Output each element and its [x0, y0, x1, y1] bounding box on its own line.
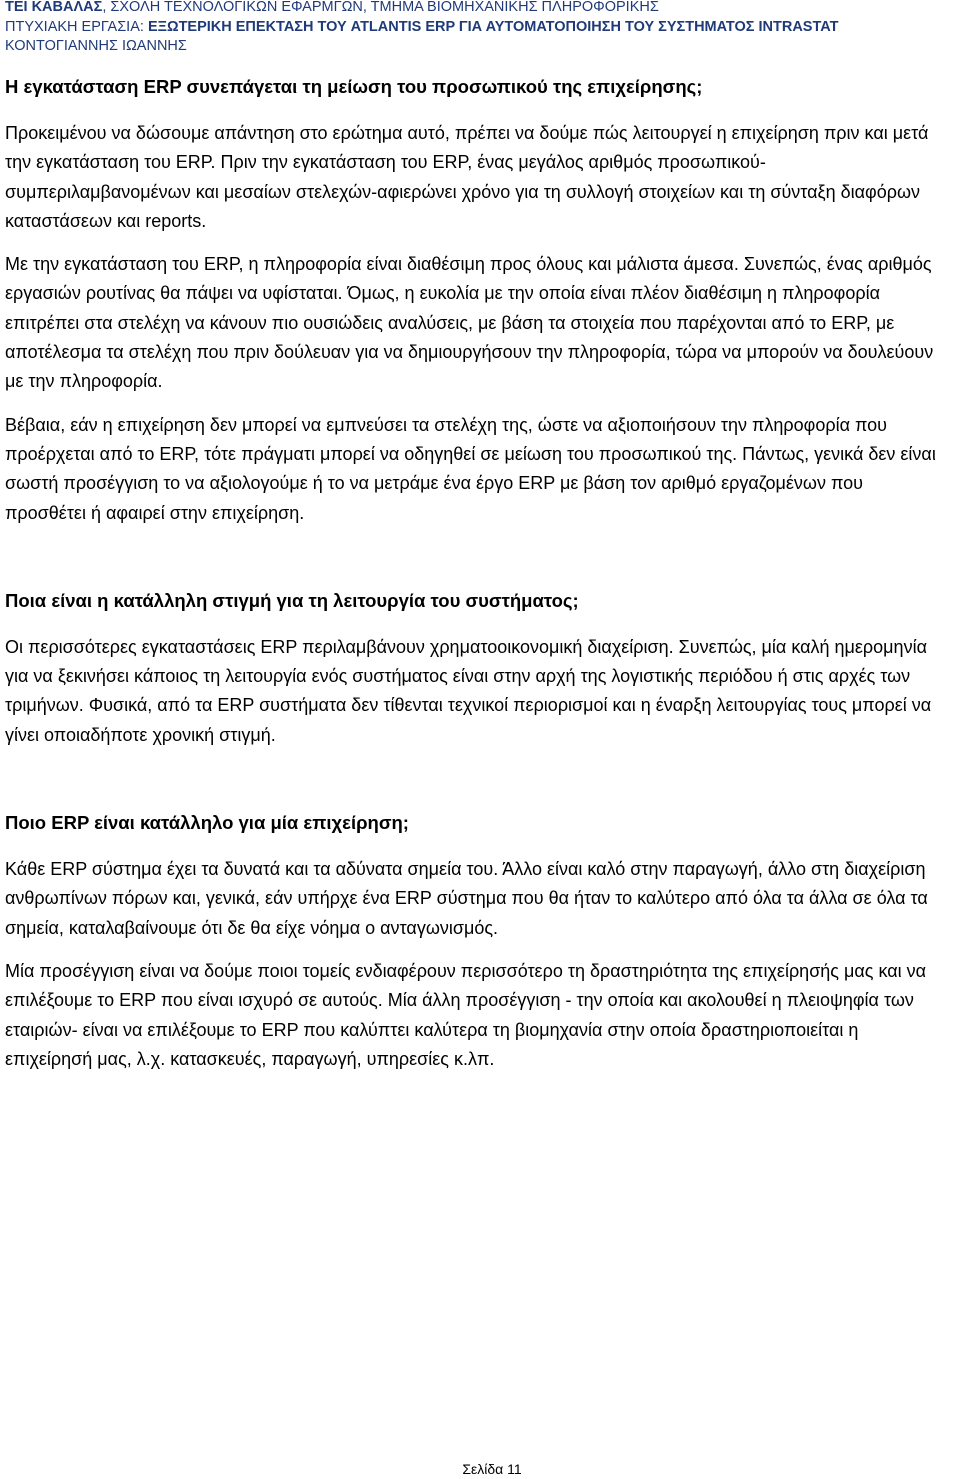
- header-institution-rest: , ΣΧΟΛΗ ΤΕΧΝΟΛΟΓΙΚΩΝ ΕΦΑΡΜΓΩΝ, ΤΜΗΜΑ ΒΙΟΜΗΧΑΝΙΚΗΣ ΠΛΗΡΟΦΟΡΙΚΗΣ: [102, 0, 659, 15]
- paragraph: Προκειμένου να δώσουμε απάντηση στο ερώτημα αυτό, πρέπει να δούμε πώς λειτουργεί η επιχείρηση πριν και μετά την εγκατάσταση του ERP. Πριν την εγκατάσταση του ERP, ένας μεγάλος αριθμός προσωπικού-συμπεριλαμβανομένων και μεσαίων στελεχών-αφιερώνει χρόνο για τη συλλογή στοιχείων και τη σύνταξη διαφόρων καταστάσεων και reports.: [5, 123, 929, 231]
- header-thesis-prefix: ΠΤΥΧΙΑΚΗ ΕΡΓΑΣΙΑ:: [5, 18, 148, 35]
- paragraph: Οι περισσότερες εγκαταστάσεις ERP περιλαμβάνουν χρηματοοικονομική διαχείριση. Συνεπώς, μία καλή ημερομηνία για να ξεκινήσει κάποιος τη λειτουργία ενός συστήματος είναι στην αρχή της λογιστικής περιόδου ή στις αρχές των τριμήνων. Φυσικά, από τα ERP συστήματα δεν τίθενται τεχνικοί περιορισμοί και η έναρξη λειτουργίας τους μπορεί να γίνει οποιαδήποτε χρονική στιγμή.: [5, 636, 932, 745]
- section-heading-which-erp: Ποιο ERP είναι κατάλληλο για μία επιχείρηση;: [5, 812, 409, 834]
- header-institution-bold: ΤΕΙ ΚΑΒΑΛΑΣ: [5, 0, 103, 15]
- page-header: [5, 0, 955, 57]
- paragraph: Μία προσέγγιση είναι να δούμε ποιοι τομείς ενδιαφέρουν περισσότερο τη δραστηριότητα της επιχείρησής μας και να επιλέξουμε το ERP που είναι ισχυρό σε αυτούς. Μία άλλη προσέγγιση - την οποία και ακολουθεί η πλειοψηφία των εταιριών- είναι να επιλέξουμε το ERP που καλύπτει καλύτερα τη βιομηχανία στην οποία δραστηριοποιείται η επιχείρησή μας, λ.χ. κατασκευές, παραγωγή, υπηρεσίες κ.λπ.: [5, 960, 927, 1069]
- paragraph: Κάθε ERP σύστημα έχει τα δυνατά και τα αδύνατα σημεία του. Άλλο είναι καλό στην παραγωγή, άλλο στη διαχείριση ανθρωπίνων πόρων και, γενικά, εάν υπήρχε ένα ERP σύστημα που θα ήταν το καλύτερο από όλα τα άλλα σε όλα τα σημεία, καταλαβαίνουμε ότι δε θα είχε νόημα ο ανταγωνισμός.: [5, 859, 928, 938]
- header-line-thesis: [5, 18, 955, 38]
- page-number: Σελίδα 11: [462, 1461, 522, 1477]
- header-thesis-title: ΕΞΩΤΕΡΙΚΗ ΕΠΕΚΤΑΣΗ ΤΟΥ ATLANTIS ERP ΓΙΑ ΑΥΤΟΜΑΤΟΠΟΙΗΣΗ ΤΟΥ ΣΥΣΤΗΜΑΤΟΣ INTRASTAT: [147, 18, 839, 35]
- section-heading-staff-reduction: Η εγκατάσταση ERP συνεπάγεται τη μείωση του προσωπικού της επιχείρησης;: [5, 76, 703, 97]
- paragraph: Βέβαια, εάν η επιχείρηση δεν μπορεί να εμπνεύσει τα στελέχη της, ώστε να αξιοποιήσουν την πληροφορία που προέρχεται από το ERP, τότε πράγματι μπορεί να οδηγηθεί σε μείωση του προσωπικού της. Πάντως, γενικά δεν είναι σωστή προσέγγιση το να αξιολογούμε ή το να μετράμε ένα έργο ERP με βάση τον αριθμό εργαζομένων που προσθέτει ή αφαιρεί στην επιχείρηση.: [5, 414, 936, 523]
- header-line-institution: [5, 0, 955, 18]
- document-body: [5, 72, 943, 1074]
- header-author: ΚΟΝΤΟΓΙΑΝΝΗΣ ΙΩΑΝΝΗΣ: [5, 38, 187, 54]
- section-heading-right-time: Ποια είναι η κατάλληλη στιγμή για τη λειτουργία του συστήματος;: [5, 589, 579, 611]
- paragraph: Με την εγκατάσταση του ERP, η πληροφορία είναι διαθέσιμη προς όλους και μάλιστα άμεσα. Συνεπώς, ένας αριθμός εργασιών ρουτίνας θα πάψει να υφίσταται. Όμως, η ευκολία με την οποία είναι πλέον διαθέσιμη η πληροφορία επιτρέπει στα στελέχη να κάνουν πιο ουσιώδεις αναλύσεις, με βάση τα στοιχεία που παρέχονται από το ERP, με αποτέλεσμα τα στελέχη που πριν δούλευαν για να δημιουργήσουν την πληροφορία, τώρα να μπορούν να δουλεύουν με την πληροφορία.: [5, 254, 934, 392]
